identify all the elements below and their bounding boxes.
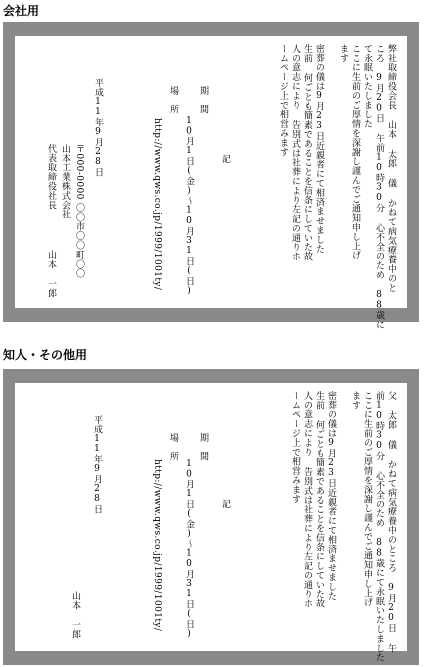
company-address: 〒000-0000 〇〇市〇〇町〇〇 (74, 144, 84, 279)
company-place-label: 場 所 (168, 86, 178, 115)
personal-period-dates: 10月1日(金)～10月31日(日) (184, 459, 194, 640)
personal-body-line-4: ます (350, 391, 360, 410)
company-sender-name: 山本 一郎 (46, 250, 56, 298)
company-body-line-2: ころ 9月20日 午前10時30分 心不全のため 88歳に (374, 44, 384, 330)
company-notice-paper (15, 36, 407, 330)
company-name: 山本工業株式会社 (60, 144, 70, 220)
personal-body-line-2: 前10時30分 心不全のため 88歳にて永眠いたしました (374, 391, 384, 663)
personal-period-label: 期 間 (198, 433, 208, 462)
personal-body-line-6: 密葬の儀は9月23日近親者にて相済ませました (326, 391, 336, 601)
section-heading-company: 会社用 (3, 4, 40, 18)
personal-notice-frame (3, 369, 419, 665)
company-notice-frame (3, 22, 419, 330)
personal-sender-name: 山本 一郎 (70, 591, 80, 639)
company-body-line-7: 密葬の儀は9月23日近親者にて相済ませました (314, 44, 324, 254)
personal-place-label: 場 所 (168, 433, 178, 462)
personal-body-line-7: 生前 何ごとも簡素であることを信条にしていた故 (314, 391, 324, 609)
personal-ki-mark: 記 (220, 499, 230, 509)
company-url-link[interactable]: http://www.qws.co.jp/1999/1001ty/ (152, 118, 162, 291)
personal-body-line-9: ームページ上で相営みます (290, 391, 300, 504)
personal-date: 平成11年9月28日 (92, 415, 102, 514)
personal-body-line-1: 父 太郎 儀 かねて病気療養中のところ 9月20日 午 (386, 391, 396, 653)
personal-notice-paper (15, 383, 407, 663)
company-date: 平成11年9月28日 (93, 78, 103, 177)
company-body-line-10: ームページ上で相営みます (278, 44, 288, 157)
company-body-line-9: 人の意志により 告別式は社葬により左記の通りホ (290, 44, 300, 262)
company-body-line-8: 生前 何ごとも簡素であることを信条にしていた故 (302, 44, 312, 262)
section-heading-personal: 知人・その他用 (3, 348, 88, 362)
company-body-line-1: 弊社取締役会長 山本 太郎 儀 かねて病気療養中のと (386, 44, 396, 293)
personal-body-line-8: 人の意志により 告別式は社葬により左記の通りホ (302, 391, 312, 609)
company-body-line-4: ここに生前のご厚情を深謝し謹んでご通知申し上げ (350, 44, 360, 261)
company-body-line-5: ます (338, 44, 348, 63)
company-ki-mark: 記 (220, 154, 230, 164)
company-period-label: 期 間 (198, 86, 208, 115)
personal-url-link[interactable]: http://www.qws.co.jp/1999/1001ty/ (152, 459, 162, 632)
company-period-dates: 10月1日(金)～10月31日(日) (184, 116, 194, 297)
company-body-line-3: て永眠いたしました (362, 44, 372, 129)
company-sender-title: 代表取締役社長 (46, 144, 56, 210)
personal-body-line-3: ここに生前のご厚情を深謝し謹んでご通知申し上げ (362, 391, 372, 608)
